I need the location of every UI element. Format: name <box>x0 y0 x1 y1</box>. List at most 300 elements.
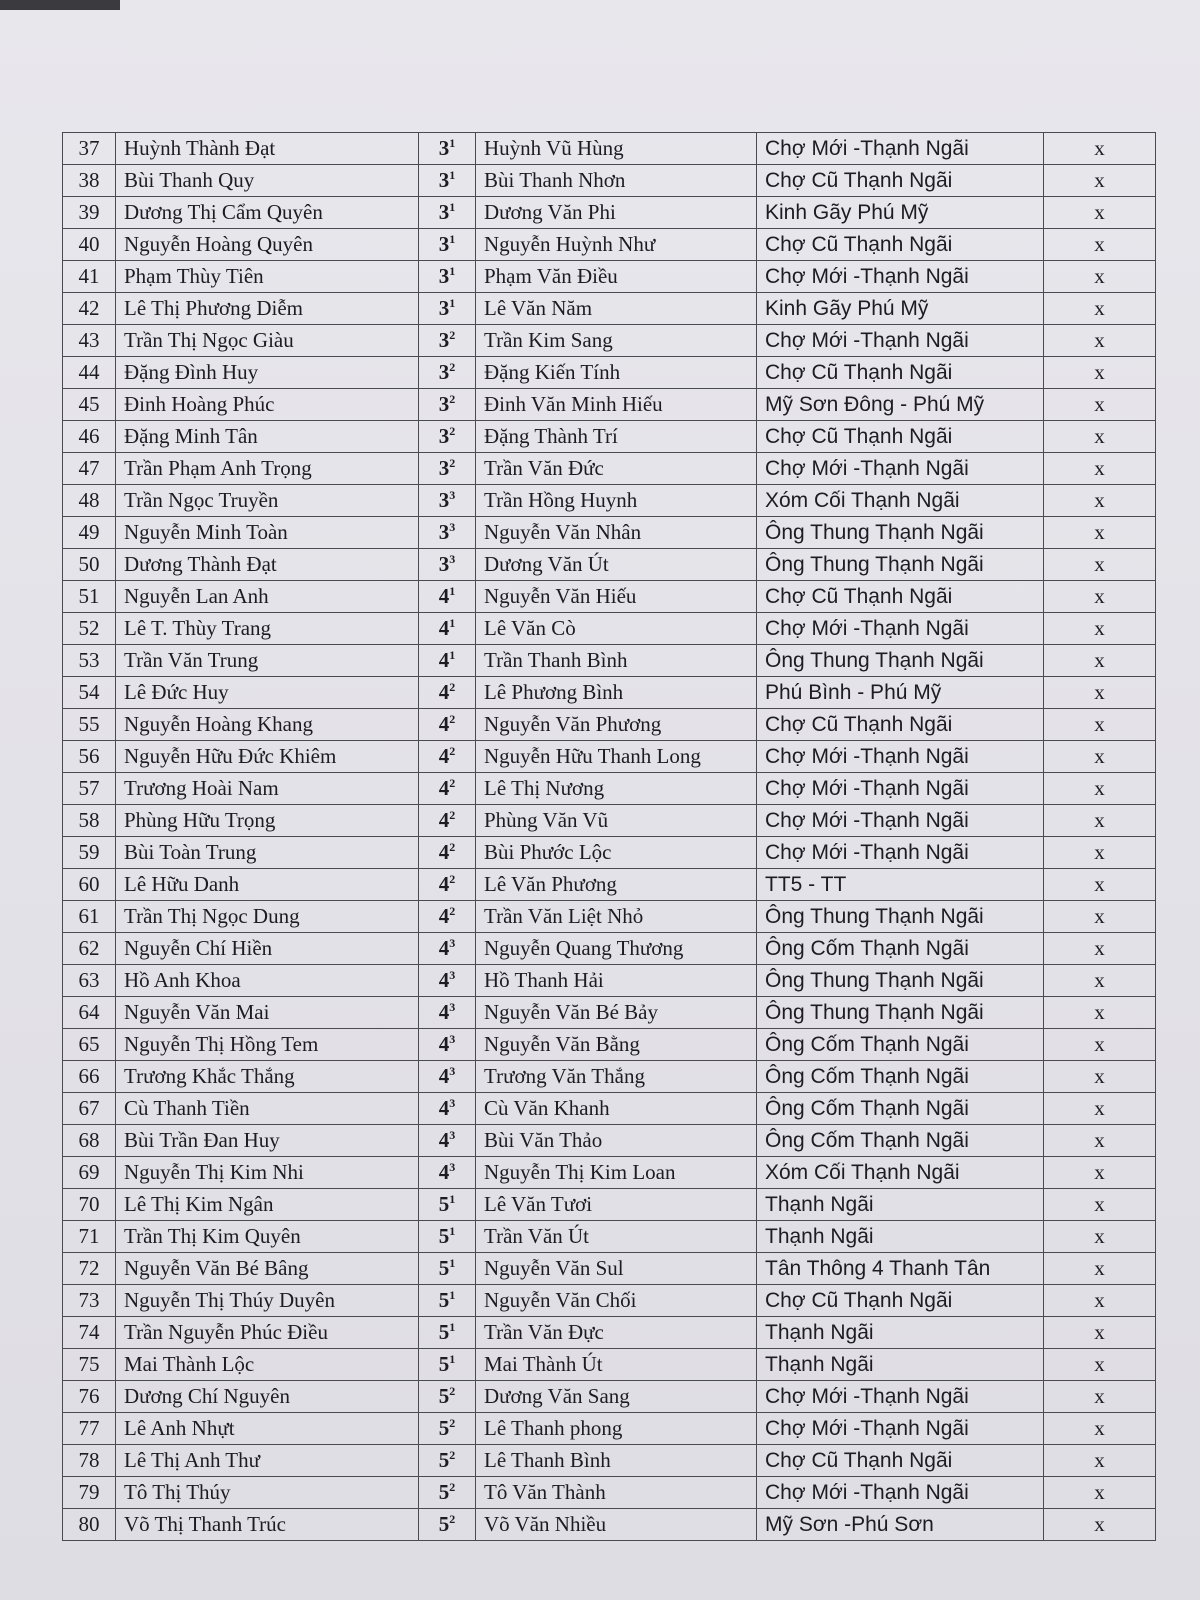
parent-name: Cù Văn Khanh <box>476 1093 757 1125</box>
row-number: 79 <box>63 1477 116 1509</box>
student-name: Trương Khắc Thắng <box>116 1061 419 1093</box>
check-mark: x <box>1044 581 1156 613</box>
student-name: Bùi Thanh Quy <box>116 165 419 197</box>
parent-name: Dương Văn Phi <box>476 197 757 229</box>
check-mark: x <box>1044 805 1156 837</box>
parent-name: Bùi Phước Lộc <box>476 837 757 869</box>
class-cell <box>419 357 476 389</box>
table-row <box>63 997 1156 1029</box>
check-mark: x <box>1044 645 1156 677</box>
address: Ông Thung Thạnh Ngãi <box>757 997 1044 1029</box>
table-row <box>63 1221 1156 1253</box>
parent-name: Phùng Văn Vũ <box>476 805 757 837</box>
class-cell <box>419 677 476 709</box>
student-name: Võ Thị Thanh Trúc <box>116 1509 419 1541</box>
class-section: 3 <box>449 1064 456 1078</box>
row-number: 58 <box>63 805 116 837</box>
student-name: Dương Thị Cẩm Quyên <box>116 197 419 229</box>
class-cell <box>419 421 476 453</box>
class-grade: 5 <box>438 1512 450 1536</box>
row-number: 47 <box>63 453 116 485</box>
student-name: Trần Thị Kim Quyên <box>116 1221 419 1253</box>
parent-name: Trần Văn Út <box>476 1221 757 1253</box>
address: Ông Thung Thạnh Ngãi <box>757 965 1044 997</box>
class-cell <box>419 1253 476 1285</box>
background-edge <box>0 0 120 10</box>
class-grade: 4 <box>438 648 450 672</box>
student-name: Cù Thanh Tiền <box>116 1093 419 1125</box>
parent-name: Nguyễn Huỳnh Như <box>476 229 757 261</box>
class-section: 1 <box>449 200 456 214</box>
parent-name: Trần Văn Liệt Nhỏ <box>476 901 757 933</box>
row-number: 37 <box>63 133 116 165</box>
check-mark: x <box>1044 837 1156 869</box>
row-number: 57 <box>63 773 116 805</box>
class-grade: 4 <box>438 808 450 832</box>
class-grade: 4 <box>438 936 450 960</box>
class-section: 2 <box>449 1480 456 1494</box>
address: Chợ Mới -Thạnh Ngãi <box>757 1413 1044 1445</box>
check-mark: x <box>1044 485 1156 517</box>
class-section: 3 <box>449 488 456 502</box>
table-row <box>63 741 1156 773</box>
class-section: 3 <box>449 1032 456 1046</box>
row-number: 64 <box>63 997 116 1029</box>
address: TT5 - TT <box>757 869 1044 901</box>
table-row <box>63 325 1156 357</box>
parent-name: Lê Văn Năm <box>476 293 757 325</box>
student-name: Nguyễn Lan Anh <box>116 581 419 613</box>
table-row <box>63 229 1156 261</box>
student-name: Trần Văn Trung <box>116 645 419 677</box>
check-mark: x <box>1044 517 1156 549</box>
parent-name: Mai Thành Út <box>476 1349 757 1381</box>
class-cell <box>419 517 476 549</box>
address: Chợ Cũ Thạnh Ngãi <box>757 1285 1044 1317</box>
parent-name: Tô Văn Thành <box>476 1477 757 1509</box>
address: Ông Cốm Thạnh Ngãi <box>757 1061 1044 1093</box>
row-number: 62 <box>63 933 116 965</box>
class-section: 3 <box>449 552 456 566</box>
class-cell <box>419 1381 476 1413</box>
table-row <box>63 709 1156 741</box>
class-cell <box>419 1317 476 1349</box>
address: Kinh Gãy Phú Mỹ <box>757 293 1044 325</box>
student-name: Huỳnh Thành Đạt <box>116 133 419 165</box>
address: Ông Cốm Thạnh Ngãi <box>757 933 1044 965</box>
class-section: 2 <box>449 1512 456 1526</box>
class-grade: 4 <box>438 840 450 864</box>
row-number: 75 <box>63 1349 116 1381</box>
parent-name: Trần Kim Sang <box>476 325 757 357</box>
class-grade: 4 <box>438 584 450 608</box>
row-number: 50 <box>63 549 116 581</box>
class-section: 1 <box>449 1256 456 1270</box>
parent-name: Nguyễn Hữu Thanh Long <box>476 741 757 773</box>
class-cell <box>419 613 476 645</box>
class-section: 1 <box>449 648 456 662</box>
check-mark: x <box>1044 677 1156 709</box>
parent-name: Lê Phương Bình <box>476 677 757 709</box>
class-grade: 5 <box>438 1192 450 1216</box>
class-grade: 3 <box>438 168 450 192</box>
class-section: 1 <box>449 1224 456 1238</box>
student-name: Hồ Anh Khoa <box>116 965 419 997</box>
class-section: 1 <box>449 1352 456 1366</box>
check-mark: x <box>1044 165 1156 197</box>
address: Mỹ Sơn Đông - Phú Mỹ <box>757 389 1044 421</box>
table-row <box>63 261 1156 293</box>
class-section: 3 <box>449 1096 456 1110</box>
class-cell <box>419 325 476 357</box>
student-name: Lê T. Thùy Trang <box>116 613 419 645</box>
check-mark: x <box>1044 997 1156 1029</box>
student-name: Đinh Hoàng Phúc <box>116 389 419 421</box>
address: Ông Cốm Thạnh Ngãi <box>757 1125 1044 1157</box>
class-grade: 3 <box>438 360 450 384</box>
student-name: Nguyễn Hoàng Khang <box>116 709 419 741</box>
class-cell <box>419 1125 476 1157</box>
check-mark: x <box>1044 133 1156 165</box>
student-name: Dương Thành Đạt <box>116 549 419 581</box>
class-grade: 5 <box>438 1416 450 1440</box>
row-number: 51 <box>63 581 116 613</box>
table-row <box>63 901 1156 933</box>
table-row <box>63 1349 1156 1381</box>
class-section: 2 <box>449 712 456 726</box>
class-grade: 5 <box>438 1480 450 1504</box>
table-row <box>63 1445 1156 1477</box>
class-grade: 4 <box>438 1160 450 1184</box>
table-row <box>63 1509 1156 1541</box>
class-section: 1 <box>449 136 456 150</box>
check-mark: x <box>1044 357 1156 389</box>
class-section: 1 <box>449 168 456 182</box>
row-number: 71 <box>63 1221 116 1253</box>
address: Tân Thông 4 Thanh Tân <box>757 1253 1044 1285</box>
parent-name: Bùi Thanh Nhơn <box>476 165 757 197</box>
check-mark: x <box>1044 709 1156 741</box>
table-row <box>63 389 1156 421</box>
row-number: 48 <box>63 485 116 517</box>
parent-name: Lê Văn Tươi <box>476 1189 757 1221</box>
table-row <box>63 1093 1156 1125</box>
class-cell <box>419 1349 476 1381</box>
class-section: 1 <box>449 1288 456 1302</box>
table-row <box>63 1285 1156 1317</box>
student-name: Bùi Toàn Trung <box>116 837 419 869</box>
parent-name: Nguyễn Văn Chối <box>476 1285 757 1317</box>
table-row <box>63 133 1156 165</box>
class-cell <box>419 133 476 165</box>
address: Chợ Cũ Thạnh Ngãi <box>757 165 1044 197</box>
row-number: 43 <box>63 325 116 357</box>
student-name: Trần Thị Ngọc Giàu <box>116 325 419 357</box>
address: Thạnh Ngãi <box>757 1221 1044 1253</box>
address: Thạnh Ngãi <box>757 1189 1044 1221</box>
table-row <box>63 549 1156 581</box>
class-grade: 4 <box>438 680 450 704</box>
address: Chợ Mới -Thạnh Ngãi <box>757 133 1044 165</box>
class-grade: 5 <box>438 1448 450 1472</box>
check-mark: x <box>1044 389 1156 421</box>
class-grade: 3 <box>438 136 450 160</box>
class-grade: 4 <box>438 1096 450 1120</box>
address: Thạnh Ngãi <box>757 1349 1044 1381</box>
check-mark: x <box>1044 965 1156 997</box>
class-grade: 4 <box>438 904 450 928</box>
check-mark: x <box>1044 197 1156 229</box>
class-grade: 5 <box>438 1320 450 1344</box>
row-number: 66 <box>63 1061 116 1093</box>
student-name: Nguyễn Thị Hồng Tem <box>116 1029 419 1061</box>
row-number: 63 <box>63 965 116 997</box>
parent-name: Nguyễn Quang Thương <box>476 933 757 965</box>
parent-name: Dương Văn Sang <box>476 1381 757 1413</box>
class-grade: 3 <box>438 456 450 480</box>
class-grade: 5 <box>438 1256 450 1280</box>
check-mark: x <box>1044 613 1156 645</box>
check-mark: x <box>1044 293 1156 325</box>
table-row <box>63 1061 1156 1093</box>
row-number: 54 <box>63 677 116 709</box>
check-mark: x <box>1044 325 1156 357</box>
row-number: 39 <box>63 197 116 229</box>
address: Chợ Cũ Thạnh Ngãi <box>757 581 1044 613</box>
table-row <box>63 1029 1156 1061</box>
class-cell <box>419 293 476 325</box>
class-section: 1 <box>449 232 456 246</box>
address: Chợ Mới -Thạnh Ngãi <box>757 805 1044 837</box>
table-row <box>63 773 1156 805</box>
class-section: 2 <box>449 1384 456 1398</box>
class-section: 1 <box>449 584 456 598</box>
class-section: 1 <box>449 264 456 278</box>
class-cell <box>419 581 476 613</box>
student-name: Phạm Thùy Tiên <box>116 261 419 293</box>
class-cell <box>419 997 476 1029</box>
class-cell <box>419 1477 476 1509</box>
row-number: 80 <box>63 1509 116 1541</box>
row-number: 70 <box>63 1189 116 1221</box>
check-mark: x <box>1044 1317 1156 1349</box>
address: Thạnh Ngãi <box>757 1317 1044 1349</box>
address: Ông Thung Thạnh Ngãi <box>757 645 1044 677</box>
class-section: 3 <box>449 968 456 982</box>
class-cell <box>419 1093 476 1125</box>
table-row <box>63 517 1156 549</box>
class-grade: 4 <box>438 616 450 640</box>
class-cell <box>419 1509 476 1541</box>
check-mark: x <box>1044 1509 1156 1541</box>
check-mark: x <box>1044 1381 1156 1413</box>
student-name: Tô Thị Thúy <box>116 1477 419 1509</box>
address: Chợ Mới -Thạnh Ngãi <box>757 837 1044 869</box>
row-number: 61 <box>63 901 116 933</box>
student-name: Trần Nguyễn Phúc Điều <box>116 1317 419 1349</box>
class-cell <box>419 1285 476 1317</box>
parent-name: Đặng Thành Trí <box>476 421 757 453</box>
class-grade: 4 <box>438 1000 450 1024</box>
row-number: 59 <box>63 837 116 869</box>
class-grade: 3 <box>438 520 450 544</box>
class-cell <box>419 1445 476 1477</box>
student-name: Trần Ngọc Truyền <box>116 485 419 517</box>
table-row <box>63 357 1156 389</box>
address: Mỹ Sơn -Phú Sơn <box>757 1509 1044 1541</box>
table-row <box>63 1125 1156 1157</box>
table-row <box>63 165 1156 197</box>
table-row <box>63 1157 1156 1189</box>
address: Xóm Cối Thạnh Ngãi <box>757 1157 1044 1189</box>
table-row <box>63 933 1156 965</box>
class-cell <box>419 453 476 485</box>
check-mark: x <box>1044 1253 1156 1285</box>
class-cell <box>419 165 476 197</box>
table-row <box>63 1317 1156 1349</box>
row-number: 68 <box>63 1125 116 1157</box>
class-cell <box>419 229 476 261</box>
student-name: Nguyễn Hữu Đức Khiêm <box>116 741 419 773</box>
row-number: 78 <box>63 1445 116 1477</box>
address: Chợ Mới -Thạnh Ngãi <box>757 261 1044 293</box>
address: Chợ Mới -Thạnh Ngãi <box>757 741 1044 773</box>
parent-name: Trần Văn Đực <box>476 1317 757 1349</box>
address: Chợ Mới -Thạnh Ngãi <box>757 453 1044 485</box>
parent-name: Dương Văn Út <box>476 549 757 581</box>
class-cell <box>419 1157 476 1189</box>
table-row <box>63 1413 1156 1445</box>
table-row <box>63 1381 1156 1413</box>
parent-name: Trần Hồng Huynh <box>476 485 757 517</box>
class-grade: 4 <box>438 1128 450 1152</box>
class-cell <box>419 389 476 421</box>
class-section: 2 <box>449 680 456 694</box>
class-cell <box>419 1413 476 1445</box>
class-grade: 4 <box>438 1064 450 1088</box>
class-grade: 5 <box>438 1288 450 1312</box>
row-number: 40 <box>63 229 116 261</box>
address: Chợ Mới -Thạnh Ngãi <box>757 613 1044 645</box>
parent-name: Trần Văn Đức <box>476 453 757 485</box>
class-cell <box>419 1029 476 1061</box>
student-name: Đặng Đình Huy <box>116 357 419 389</box>
parent-name: Lê Thanh phong <box>476 1413 757 1445</box>
student-name: Nguyễn Chí Hiền <box>116 933 419 965</box>
check-mark: x <box>1044 1061 1156 1093</box>
check-mark: x <box>1044 1125 1156 1157</box>
class-cell <box>419 965 476 997</box>
table-row <box>63 837 1156 869</box>
row-number: 46 <box>63 421 116 453</box>
address: Ông Thung Thạnh Ngãi <box>757 901 1044 933</box>
class-section: 2 <box>449 1416 456 1430</box>
class-grade: 4 <box>438 968 450 992</box>
check-mark: x <box>1044 773 1156 805</box>
check-mark: x <box>1044 1445 1156 1477</box>
class-section: 2 <box>449 360 456 374</box>
class-grade: 4 <box>438 872 450 896</box>
class-cell <box>419 837 476 869</box>
check-mark: x <box>1044 549 1156 581</box>
table-row <box>63 421 1156 453</box>
student-name: Lê Anh Nhựt <box>116 1413 419 1445</box>
student-name: Trần Thị Ngọc Dung <box>116 901 419 933</box>
parent-name: Bùi Văn Thảo <box>476 1125 757 1157</box>
class-cell <box>419 741 476 773</box>
parent-name: Nguyễn Văn Hiếu <box>476 581 757 613</box>
class-grade: 4 <box>438 1032 450 1056</box>
student-name: Lê Thị Phương Diễm <box>116 293 419 325</box>
table-row <box>63 581 1156 613</box>
class-section: 2 <box>449 808 456 822</box>
class-section: 2 <box>449 744 456 758</box>
row-number: 67 <box>63 1093 116 1125</box>
address: Chợ Cũ Thạnh Ngãi <box>757 709 1044 741</box>
row-number: 74 <box>63 1317 116 1349</box>
parent-name: Phạm Văn Điều <box>476 261 757 293</box>
row-number: 60 <box>63 869 116 901</box>
row-number: 56 <box>63 741 116 773</box>
class-cell <box>419 197 476 229</box>
address: Chợ Cũ Thạnh Ngãi <box>757 1445 1044 1477</box>
class-grade: 3 <box>438 488 450 512</box>
check-mark: x <box>1044 1477 1156 1509</box>
parent-name: Nguyễn Văn Phương <box>476 709 757 741</box>
table-row <box>63 293 1156 325</box>
check-mark: x <box>1044 1221 1156 1253</box>
check-mark: x <box>1044 453 1156 485</box>
row-number: 41 <box>63 261 116 293</box>
parent-name: Nguyễn Văn Nhân <box>476 517 757 549</box>
class-section: 3 <box>449 1000 456 1014</box>
student-name: Dương Chí Nguyên <box>116 1381 419 1413</box>
student-name: Nguyễn Thị Kim Nhi <box>116 1157 419 1189</box>
row-number: 76 <box>63 1381 116 1413</box>
row-number: 77 <box>63 1413 116 1445</box>
table-row <box>63 1189 1156 1221</box>
roster-body <box>63 133 1156 1541</box>
address: Chợ Cũ Thạnh Ngãi <box>757 229 1044 261</box>
row-number: 52 <box>63 613 116 645</box>
class-section: 2 <box>449 456 456 470</box>
table-row <box>63 485 1156 517</box>
parent-name: Võ Văn Nhiều <box>476 1509 757 1541</box>
class-section: 2 <box>449 776 456 790</box>
class-grade: 3 <box>438 552 450 576</box>
table-row <box>63 645 1156 677</box>
address: Chợ Mới -Thạnh Ngãi <box>757 1381 1044 1413</box>
parent-name: Lê Thị Nương <box>476 773 757 805</box>
class-cell <box>419 261 476 293</box>
parent-name: Đinh Văn Minh Hiếu <box>476 389 757 421</box>
student-name: Lê Hữu Danh <box>116 869 419 901</box>
address: Xóm Cối Thạnh Ngãi <box>757 485 1044 517</box>
student-name: Lê Thị Anh Thư <box>116 1445 419 1477</box>
class-cell <box>419 773 476 805</box>
student-name: Phùng Hữu Trọng <box>116 805 419 837</box>
parent-name: Lê Thanh Bình <box>476 1445 757 1477</box>
student-name: Nguyễn Văn Bé Bâng <box>116 1253 419 1285</box>
student-name: Nguyễn Hoàng Quyên <box>116 229 419 261</box>
student-name: Mai Thành Lộc <box>116 1349 419 1381</box>
address: Chợ Mới -Thạnh Ngãi <box>757 773 1044 805</box>
check-mark: x <box>1044 421 1156 453</box>
address: Kinh Gãy Phú Mỹ <box>757 197 1044 229</box>
class-section: 3 <box>449 1128 456 1142</box>
class-section: 1 <box>449 616 456 630</box>
class-section: 3 <box>449 1160 456 1174</box>
